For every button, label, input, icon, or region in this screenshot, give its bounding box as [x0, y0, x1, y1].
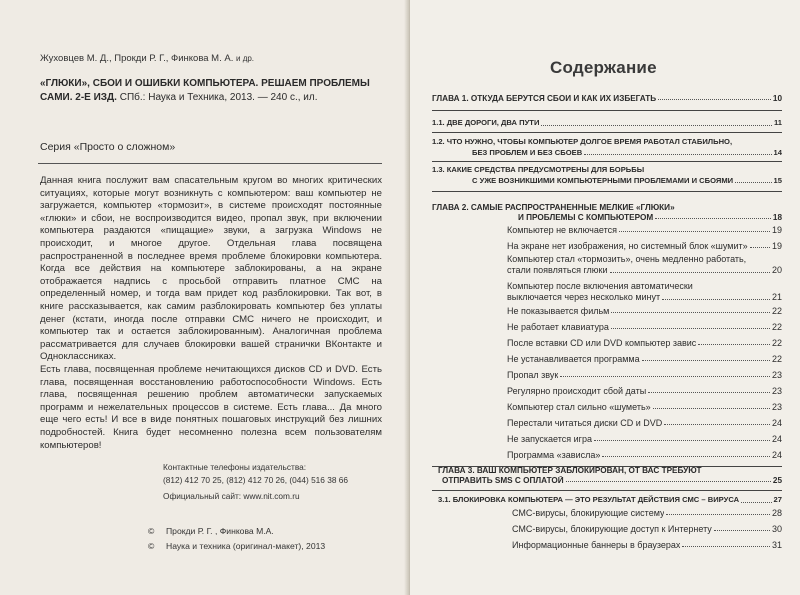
- toc-entry-page: 23: [771, 370, 782, 380]
- toc-section-1-1: [432, 118, 782, 129]
- toc-item: [432, 322, 782, 332]
- toc-chapter-2: [432, 203, 782, 222]
- authors-text: Жуховцев М. Д., Прокди Р. Г., Финкова М. А.: [40, 53, 234, 64]
- book-title: «ГЛЮКИ», СБОИ И ОШИБКИ КОМПЬЮТЕРА. РЕШАЕМ ПРОБЛЕМЫ САМИ. 2-Е ИЗД.: [40, 78, 370, 103]
- toc-entry-title: После вставки CD или DVD компьютер завис: [507, 338, 697, 348]
- toc-entry-title: Компьютер стал сильно «шуметь»: [507, 402, 651, 412]
- authors-etal: и др.: [236, 54, 255, 63]
- toc-entry-page: 23: [771, 402, 782, 412]
- book-series: Серия «Просто о сложном»: [40, 141, 176, 153]
- toc-entry-title: Не работает клавиатура: [507, 322, 609, 332]
- toc-entry-title-line2: С УЖЕ ВОЗНИКШИМИ КОМПЬЮТЕРНЫМИ ПРОБЛЕМАМИ И СБОЯМИ: [472, 175, 734, 185]
- copyright-icon: ©: [148, 526, 155, 536]
- toc-entry-title: 3.1. БЛОКИРОВКА КОМПЬЮТЕРА — ЭТО РЕЗУЛЬТАТ ДЕЙСТВИЯ СМС – ВИРУСА: [438, 495, 740, 504]
- toc-item: [432, 281, 782, 303]
- copyright-text-2: Наука и техника (оригинал-макет), 2013: [166, 540, 326, 551]
- toc-item: [432, 354, 782, 364]
- toc-entry-title: СМС-вирусы, блокирующие доступ к Интернету: [512, 524, 712, 534]
- toc-entry-title-line1: Компьютер после включения автоматически: [507, 281, 693, 291]
- toc-entry-page: 20: [771, 265, 782, 275]
- toc-entry-page: 28: [771, 508, 782, 518]
- toc-item: [432, 370, 782, 380]
- book-title-imprint: [40, 77, 380, 105]
- toc-entry-page: 31: [771, 540, 782, 550]
- toc-entry-title: Пропал звук: [507, 370, 559, 380]
- toc-entry-page: 19: [771, 225, 782, 235]
- toc-entry-page: 18: [772, 213, 782, 222]
- toc-entry-title: Регулярно происходит сбой даты: [507, 386, 647, 396]
- toc-entry-page: 22: [771, 354, 782, 364]
- toc-item: [432, 254, 782, 276]
- toc-heading: Содержание: [550, 58, 657, 77]
- toc-section-1-3: [432, 165, 782, 186]
- toc-entry-title: Компьютер не включается: [507, 225, 617, 235]
- annotation-paragraph-1: Данная книга послужит вам спасательным кругом во многих критических ситуациях, которые могут возникнуть с компьютером: ваш компьютер не загружается, компьютер «тормозит», в системе происходят постоянные «глюки» и сбои, не воспроизводится видео, пропал звук, при включении компьютера раздаются «пищащие» звуки, а загрузка Windows не происходит, и многое другое. Отдельная глава посвящена распространенной в последнее время проблеме блокировки компьютера. Когда все действия на компьютере заблокированы, а на экране отображается надпись с просьбой отправить платное СМС на определенный номер, и тогда вам придет код разблокировки. Так вот, в книге рассказывается, как самим разблокировать компьютер без уплаты денег (кстати, иногда после отправки СМС ничего не происходит, и компьютер так и остается заблокированным). Аналогичная проблема рассматривается для случаев блокировки вашей странички ВКонтакте и Одноклассниках.: [40, 175, 382, 363]
- right-page: [410, 0, 800, 595]
- toc-item: [432, 540, 782, 550]
- copyright-line-1: [148, 524, 325, 539]
- toc-entry-page: 24: [771, 450, 782, 460]
- toc-divider: [432, 110, 782, 111]
- toc-entry-title: Перестали читаться диски CD и DVD: [507, 418, 663, 428]
- toc-entry-title-line2: ОТПРАВИТЬ SMS С ОПЛАТОЙ: [442, 476, 564, 485]
- toc-entry-title: 1.1. ДВЕ ДОРОГИ, ДВА ПУТИ: [432, 118, 540, 127]
- toc-entry-title: На экране нет изображения, но системный блок «шумит»: [507, 241, 748, 251]
- toc-item: [432, 306, 782, 316]
- toc-entry-title-line2: И ПРОБЛЕМЫ С КОМПЬЮТЕРОМ: [518, 213, 654, 222]
- toc-entry-page: 11: [773, 118, 782, 127]
- toc-entry-title: Не запускается игра: [507, 434, 592, 444]
- toc-item: [432, 508, 782, 518]
- book-imprint: СПб.: Наука и Техника, 2013. — 240 с., ил.: [116, 92, 318, 103]
- annotation-paragraph-2: Есть глава, посвященная проблеме нечитающихся дисков CD и DVD. Есть глава, посвященная восстановлению работоспособности Windows. Есть глава, посвященная решению проблем автоматически запускаемых программ и нежелательных процессов в системе. Есть глава... Да много еще чего есть! И все в виде понятных пошаговых инструкций без лишних подробностей. Книга будет несомненно полезна всем пользователям компьютеров!: [40, 364, 382, 451]
- copyright-line-2: [148, 539, 325, 554]
- toc-entry-page: 10: [772, 94, 782, 103]
- toc-entry-page: 30: [771, 524, 782, 534]
- toc-divider: [432, 191, 782, 192]
- toc-chapter-3: [432, 466, 782, 485]
- toc-entry-title: Не показывается фильм: [507, 306, 610, 316]
- toc-divider: [432, 490, 782, 491]
- toc-entry-title-line1: 1.3. КАКИЕ СРЕДСТВА ПРЕДУСМОТРЕНЫ ДЛЯ БОРЬБЫ: [432, 165, 645, 174]
- toc-divider: [432, 132, 782, 133]
- contacts-phones: (812) 412 70 25, (812) 412 70 26, (044) 516 38 66: [163, 474, 348, 485]
- toc-entry-title: ГЛАВА 1. ОТКУДА БЕРУТСЯ СБОИ И КАК ИХ ИЗБЕГАТЬ: [432, 94, 657, 103]
- toc-entry-page: 19: [771, 241, 782, 251]
- toc-entry-page: 24: [771, 434, 782, 444]
- toc-section-3-1: [432, 495, 782, 506]
- toc-divider: [432, 161, 782, 162]
- toc-entry-title: Информационные баннеры в браузерах: [512, 540, 681, 550]
- divider-line: [38, 163, 382, 164]
- toc-chapter-1: [432, 94, 782, 103]
- toc-item: [432, 338, 782, 348]
- toc-entry-page: 14: [773, 147, 782, 157]
- toc-entry-page: 22: [771, 322, 782, 332]
- toc-entry-title-line2: стали появляться глюки: [507, 265, 608, 275]
- publisher-site: Официальный сайт: www.nit.com.ru: [163, 491, 300, 502]
- toc-entry-page: 27: [773, 495, 782, 504]
- toc-item: [432, 434, 782, 444]
- toc-entry-page: 21: [771, 292, 782, 302]
- toc-item: [432, 241, 782, 251]
- toc-entry-title: Программа «зависла»: [507, 450, 601, 460]
- copyright-icon: ©: [148, 540, 155, 551]
- toc-entry-title-line1: Компьютер стал «тормозить», очень медленно работать,: [507, 254, 747, 264]
- toc-entry-title-line2: БЕЗ ПРОБЛЕМ И БЕЗ СБОЕВ: [472, 147, 583, 157]
- toc-entry-title: СМС-вирусы, блокирующие систему: [512, 508, 665, 518]
- copyright-text-1: Прокди Р. Г. , Финкова М.А.: [166, 526, 274, 536]
- toc-item: [432, 386, 782, 396]
- toc-entry-title: Не устанавливается программа: [507, 354, 640, 364]
- toc-item: [432, 450, 782, 460]
- toc-entry-title-line1: 1.2. ЧТО НУЖНО, ЧТОБЫ КОМПЬЮТЕР ДОЛГОЕ ВРЕМЯ РАБОТАЛ СТАБИЛЬНО,: [432, 137, 733, 146]
- publisher-contacts: [163, 461, 348, 503]
- toc-entry-page: 24: [771, 418, 782, 428]
- toc-entry-title-line2: выключается через несколько минут: [507, 292, 661, 302]
- book-authors: [40, 53, 254, 64]
- toc-entry-title-line1: ГЛАВА 2. САМЫЕ РАСПРОСТРАНЕННЫЕ МЕЛКИЕ «ГЛЮКИ»: [432, 203, 675, 212]
- toc-item: [432, 524, 782, 534]
- toc-entry-page: 22: [771, 338, 782, 348]
- toc-entry-title-line1: ГЛАВА 3. ВАШ КОМПЬЮТЕР ЗАБЛОКИРОВАН, ОТ ВАС ТРЕБУЮТ: [438, 466, 702, 475]
- toc-section-1-2: [432, 137, 782, 158]
- toc-entry-page: 23: [771, 386, 782, 396]
- contacts-label: Контактные телефоны издательства:: [163, 462, 307, 472]
- copyright-block: [148, 524, 325, 553]
- toc-item: [432, 402, 782, 412]
- toc-entry-page: 15: [773, 175, 782, 185]
- toc-item: [432, 225, 782, 235]
- toc-entry-page: 22: [771, 306, 782, 316]
- toc-item: [432, 418, 782, 428]
- toc-entry-page: 25: [772, 476, 782, 485]
